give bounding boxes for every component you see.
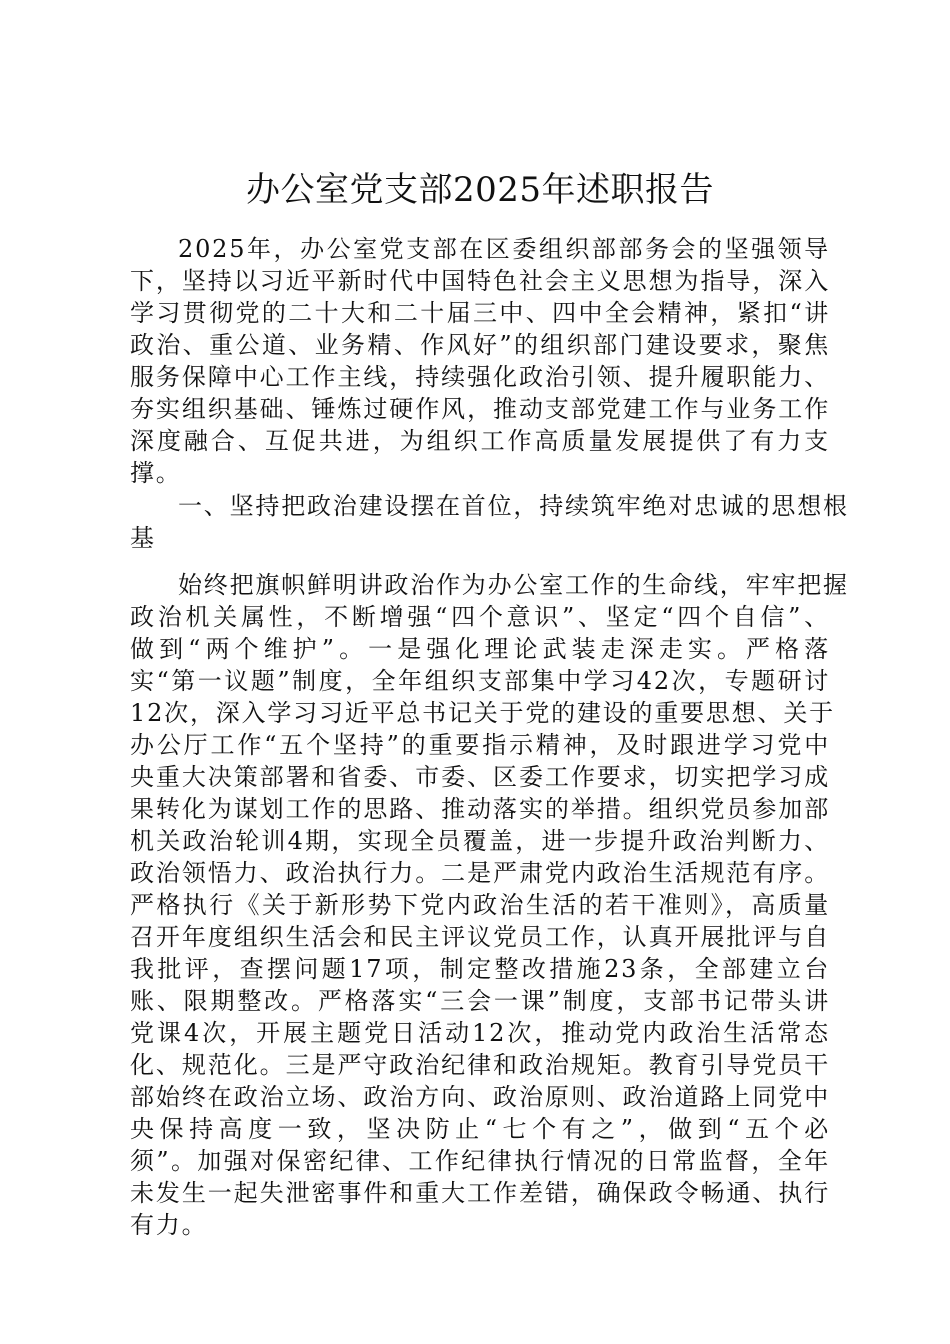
paragraph-line: 账、限期整改。严格落实“三会一课”制度，支部书记带头讲 <box>130 987 830 1015</box>
paragraph-line: 严格执行《关于新形势下党内政治生活的若干准则》，高质量 <box>130 891 830 919</box>
paragraph-line: 我批评，查摆问题17项，制定整改措施23条，全部建立台 <box>130 955 830 983</box>
paragraph-line: 服务保障中心工作主线，持续强化政治引领、提升履职能力、 <box>130 363 830 391</box>
paragraph-line: 深度融合、互促共进，为组织工作高质量发展提供了有力支 <box>130 427 830 455</box>
paragraph-line: 央重大决策部署和省委、市委、区委工作要求，切实把学习成 <box>130 763 830 791</box>
paragraph-line: 夯实组织基础、锤炼过硬作风，推动支部党建工作与业务工作 <box>130 395 830 423</box>
paragraph-line: 政治、重公道、业务精、作风好”的组织部门建设要求，聚焦 <box>130 331 830 359</box>
paragraph-line: 部始终在政治立场、政治方向、政治原则、政治道路上同党中 <box>130 1083 830 1111</box>
heading-line: 一、坚持把政治建设摆在首位，持续筑牢绝对忠诚的思想根 <box>178 492 849 520</box>
paragraph-line: 机关政治轮训4期，实现全员覆盖，进一步提升政治判断力、 <box>130 827 830 855</box>
paragraph-line: 下，坚持以习近平新时代中国特色社会主义思想为指导，深入 <box>130 267 830 295</box>
paragraph-line: 撑。 <box>130 459 182 487</box>
heading-line: 基 <box>130 524 156 552</box>
paragraph-line: 学习贯彻党的二十大和二十届三中、四中全会精神，紧扣“讲 <box>130 299 830 327</box>
intro-paragraph <box>130 233 830 489</box>
paragraph-line: 始终把旗帜鲜明讲政治作为办公室工作的生命线，牢牢把握 <box>178 571 849 599</box>
paragraph-line: 央保持高度一致，坚决防止“七个有之”，做到“五个必 <box>130 1115 830 1143</box>
paragraph-line: 2025年，办公室党支部在区委组织部部务会的坚强领导 <box>178 235 830 263</box>
paragraph-line: 政治机关属性，不断增强“四个意识”、坚定“四个自信”、 <box>130 603 830 631</box>
paragraph-line: 12次，深入学习习近平总书记关于党的建设的重要思想、关于 <box>130 699 835 727</box>
document-title: 办公室党支部2025年述职报告 <box>245 170 715 210</box>
paragraph-line: 须”。加强对保密纪律、工作纪律执行情况的日常监督，全年 <box>130 1147 830 1175</box>
paragraph-line: 化、规范化。三是严守政治纪律和政治规矩。教育引导党员干 <box>130 1051 830 1079</box>
paragraph-line: 未发生一起失泄密事件和重大工作差错，确保政令畅通、执行 <box>130 1179 830 1207</box>
paragraph-line: 政治领悟力、政治执行力。二是严肃党内政治生活规范有序。 <box>130 859 830 887</box>
paragraph-line: 党课4次，开展主题党日活动12次，推动党内政治生活常态 <box>130 1019 830 1047</box>
paragraph-line: 办公厅工作“五个坚持”的重要指示精神，及时跟进学习党中 <box>130 731 830 759</box>
paragraph-line: 果转化为谋划工作的思路、推动落实的举措。组织党员参加部 <box>130 795 830 823</box>
paragraph-line: 有力。 <box>130 1211 208 1239</box>
paragraph-line: 召开年度组织生活会和民主评议党员工作，认真开展批评与自 <box>130 923 830 951</box>
section-body-paragraph <box>130 569 849 1241</box>
paragraph-line: 做到“两个维护”。一是强化理论武装走深走实。严格落 <box>130 635 830 663</box>
section-heading <box>130 490 849 554</box>
paragraph-line: 实“第一议题”制度，全年组织支部集中学习42次，专题研讨 <box>130 667 830 695</box>
